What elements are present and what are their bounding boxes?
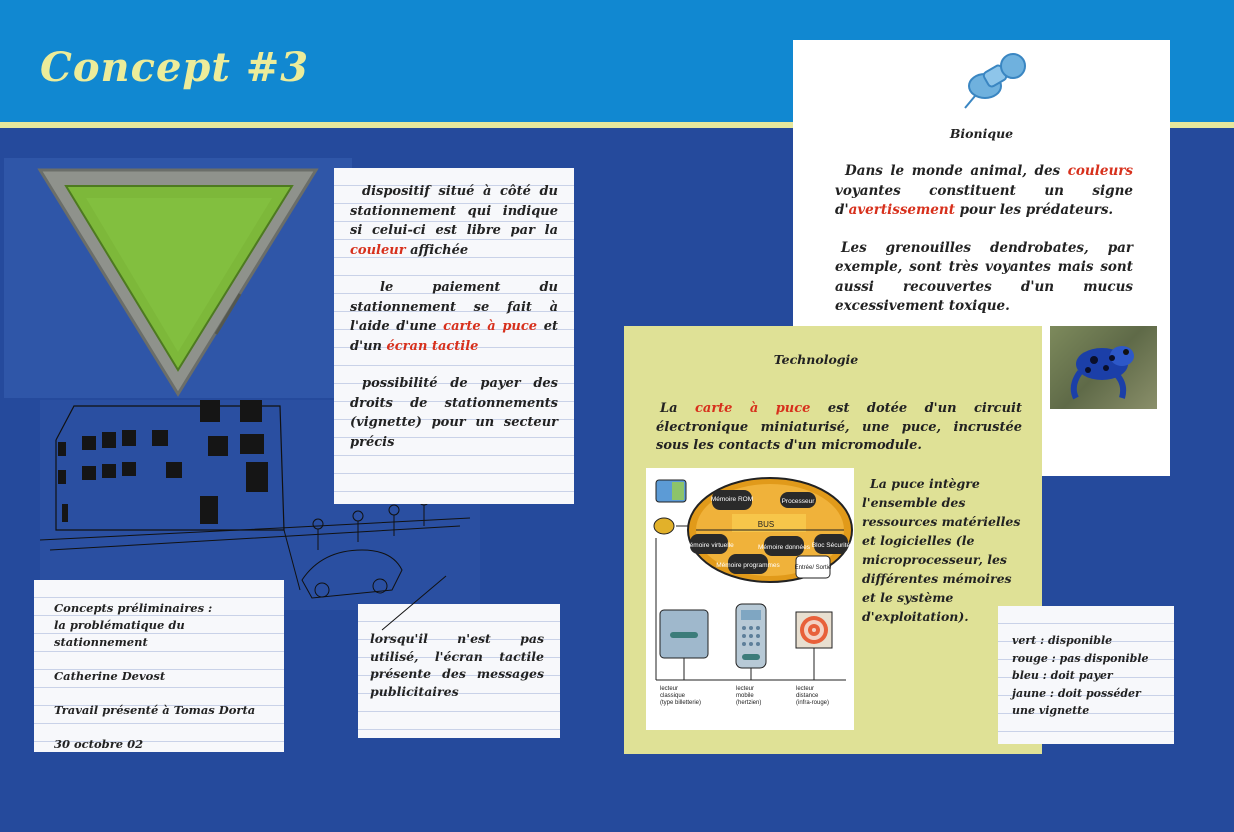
bionique-body bbox=[835, 162, 1133, 317]
description-note bbox=[334, 168, 574, 504]
pointer-line bbox=[380, 574, 450, 634]
red-term-couleur: couleur bbox=[350, 242, 406, 258]
red-term-carte-a-puce: carte à puce bbox=[443, 319, 538, 334]
red-term-ecran-tactile: écran tactile bbox=[386, 338, 479, 354]
legend-blue: bleu : doit payer bbox=[1012, 669, 1113, 682]
red-term-couleurs: couleurs bbox=[1067, 163, 1133, 179]
color-legend-note bbox=[998, 606, 1174, 744]
reader-3-line-2: distance bbox=[796, 693, 819, 699]
diagram-io-label: Entrée/ Sortie bbox=[794, 565, 832, 571]
diagram-rom-label: Mémoire ROM bbox=[710, 496, 754, 503]
reader-2-line-2: mobile bbox=[736, 693, 754, 699]
technologie-panel bbox=[624, 326, 1042, 754]
description-paragraph-1: dispositif situé à côté du stationnement qui indique si celui-ci est libre par la couleur affichée bbox=[350, 184, 558, 258]
bionique-paragraph-2: Les grenouilles dendrobates, par exemple, sont très voyantes mais sont aussi recouvertes d'un mucus excessivement toxique. bbox=[835, 239, 1133, 314]
red-term-avertissement: avertissement bbox=[848, 202, 955, 218]
reader-1-line-2: classique bbox=[660, 693, 686, 699]
reader-2-line-1: lecteur bbox=[736, 686, 755, 692]
smart-card-diagram bbox=[646, 468, 854, 730]
page-title: Concept #3 bbox=[40, 44, 310, 91]
diagram-program-memory-label: Mémoire programmes bbox=[716, 562, 780, 569]
parking-indicator-sign-image bbox=[4, 158, 352, 398]
reader-2-line-3: (hertzien) bbox=[736, 700, 762, 706]
credits-date: 30 octobre 02 bbox=[54, 737, 144, 751]
diagram-processor-label: Processeur bbox=[781, 498, 815, 505]
technologie-heading: Technologie bbox=[773, 352, 859, 367]
credits-note bbox=[34, 580, 284, 752]
diagram-bus-label: BUS bbox=[757, 520, 775, 529]
reader-1-line-1: lecteur bbox=[660, 686, 679, 692]
reader-1-line-3: (type billetterie) bbox=[660, 700, 702, 706]
poison-dart-frog-photo bbox=[1050, 326, 1157, 409]
reader-3-line-1: lecteur bbox=[796, 686, 815, 692]
technologie-paragraph-2: La puce intègre l'ensemble des ressources matérielles et logicielles (le microprocesseur, les différentes mémoires et le système d'exploitation). bbox=[862, 476, 1021, 624]
screen-note-text: lorsqu'il n'est pas utilisé, l'écran tactile présente des messages publicitaires bbox=[370, 631, 544, 699]
legend-yellow: jaune : doit posséder une vignette bbox=[1012, 686, 1141, 717]
description-paragraph-2: le paiement du stationnement se fait à l'aide d'une carte à puce et d'un écran tactile bbox=[350, 280, 558, 354]
reader-3-line-3: (infra-rouge) bbox=[796, 700, 830, 706]
description-paragraph-3: possibilité de payer des droits de stationnements (vignette) pour un secteur précis bbox=[350, 376, 558, 450]
pushpin-icon bbox=[961, 52, 1031, 110]
legend-green: vert : disponible bbox=[1012, 634, 1113, 647]
diagram-security-label: Bloc Sécurité bbox=[811, 542, 851, 549]
credits-author: Catherine Devost bbox=[54, 669, 166, 683]
technologie-paragraph-1: La carte à puce est dotée d'un circuit électronique miniaturisé, une puce, incrustée sous les contacts d'un micromodule. bbox=[656, 401, 1022, 453]
credits-line-2: la problématique du stationnement bbox=[54, 618, 185, 649]
bionique-paragraph-1: Dans le monde animal, des couleurs voyantes constituent un signe d'avertissement pour les prédateurs. bbox=[835, 163, 1133, 218]
bionique-heading: Bionique bbox=[949, 126, 1014, 141]
legend-red: rouge : pas disponible bbox=[1012, 651, 1149, 665]
red-term-carte-a-puce-2: carte à puce bbox=[694, 401, 811, 416]
credits-work: Travail présenté à Tomas Dorta bbox=[54, 703, 256, 717]
credits-line-1: Concepts préliminaires : bbox=[54, 601, 213, 615]
diagram-data-memory-label: Mémoire données bbox=[757, 544, 811, 551]
diagram-virtual-memory-label: Mémoire virtuelle bbox=[684, 542, 734, 549]
